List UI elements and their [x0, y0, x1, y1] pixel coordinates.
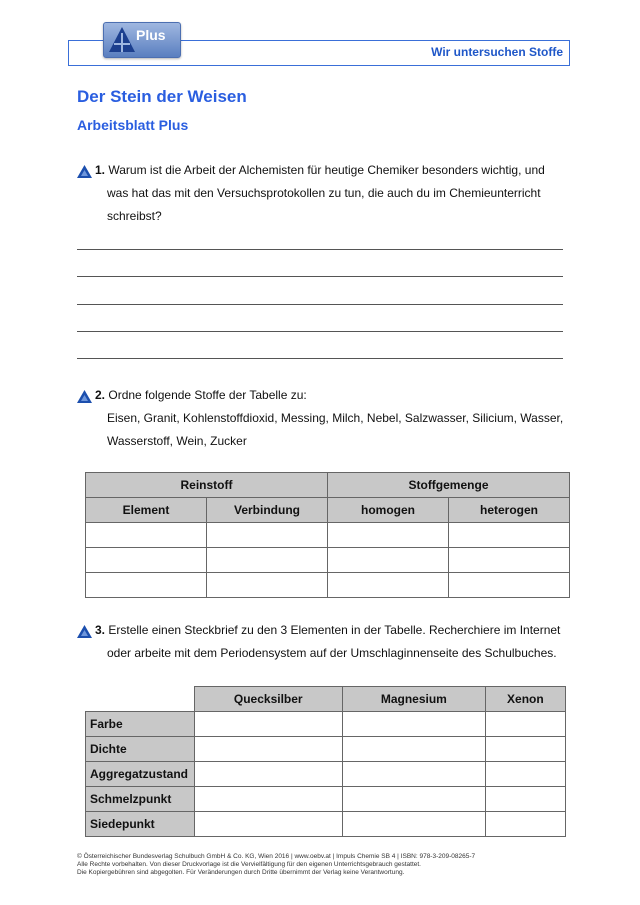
- group-header-reinstoff: Reinstoff: [86, 473, 328, 498]
- task-3: [95, 619, 565, 665]
- table-row: [86, 812, 566, 837]
- table-cell[interactable]: [485, 712, 565, 737]
- table-cell[interactable]: [328, 548, 449, 573]
- task-3-line-1: Erstelle einen Steckbrief zu den 3 Elementen in der Tabelle. Recherchiere im Internet: [108, 623, 561, 637]
- footer: [77, 853, 475, 877]
- column-header: homogen: [328, 498, 449, 523]
- page-title: Der Stein der Weisen: [77, 87, 247, 106]
- table-cell[interactable]: [86, 523, 207, 548]
- table-cell[interactable]: [194, 712, 342, 737]
- row-header: Farbe: [86, 712, 195, 737]
- answer-line[interactable]: [77, 331, 563, 332]
- classification-table: [85, 472, 570, 598]
- table-cell[interactable]: [485, 787, 565, 812]
- answer-line[interactable]: [77, 276, 563, 277]
- task-1-line-1: Warum ist die Arbeit der Alchemisten für heutige Chemiker besonders wichtig, und: [108, 163, 545, 177]
- table-cell[interactable]: [449, 548, 570, 573]
- table-cell[interactable]: [194, 737, 342, 762]
- triangle-logo-icon: [104, 23, 140, 57]
- footer-line-2: Alle Rechte vorbehalten. Von dieser Druckvorlage ist die Vervielfältigung für den eigenen Unterrichtsgebrauch gestattet.: [77, 861, 421, 868]
- page-subtitle: Arbeitsblatt Plus: [77, 117, 189, 133]
- column-header: heterogen: [449, 498, 570, 523]
- table-cell[interactable]: [449, 573, 570, 598]
- column-header: Quecksilber: [194, 687, 342, 712]
- row-header: Siedepunkt: [86, 812, 195, 837]
- table-row: [86, 548, 570, 573]
- footer-line-3: Die Kopiergebühren sind abgegolten. Für Veränderungen durch Dritte übernimmt der Verlag keine Verantwortung.: [77, 869, 405, 876]
- table-row: [86, 573, 570, 598]
- task-1: [95, 159, 565, 228]
- table-row: [86, 787, 566, 812]
- header-title: Wir untersuchen Stoffe: [431, 45, 563, 59]
- column-header: Magnesium: [342, 687, 485, 712]
- table-cell[interactable]: [342, 737, 485, 762]
- task-2-triangle-icon: [77, 390, 92, 403]
- table-cell[interactable]: [342, 762, 485, 787]
- table-cell[interactable]: [342, 712, 485, 737]
- table-cell[interactable]: [342, 812, 485, 837]
- table-corner: [86, 687, 195, 712]
- table-row: [86, 712, 566, 737]
- table-cell[interactable]: [207, 573, 328, 598]
- footer-line-1: © Österreichischer Bundesverlag Schulbuch GmbH & Co. KG, Wien 2016 | www.oebv.at | Impuls Chemie SB 4 | ISBN: 978-3-209-08265-7: [77, 853, 476, 860]
- table-row: [86, 762, 566, 787]
- answer-line[interactable]: [77, 249, 563, 250]
- column-header: Xenon: [485, 687, 565, 712]
- task-1-line-3: schreibst?: [107, 209, 162, 223]
- table-cell[interactable]: [86, 548, 207, 573]
- table-cell[interactable]: [485, 737, 565, 762]
- row-header: Dichte: [86, 737, 195, 762]
- task-2-line-3: Wasserstoff, Wein, Zucker: [107, 434, 247, 448]
- table-cell[interactable]: [194, 812, 342, 837]
- column-header: Element: [86, 498, 207, 523]
- logo-text: Plus: [136, 27, 166, 43]
- group-header-stoffgemenge: Stoffgemenge: [328, 473, 570, 498]
- table-cell[interactable]: [328, 523, 449, 548]
- answer-line[interactable]: [77, 358, 563, 359]
- table-cell[interactable]: [342, 787, 485, 812]
- column-header: Verbindung: [207, 498, 328, 523]
- task-1-number: 1.: [95, 163, 106, 177]
- task-3-triangle-icon: [77, 625, 92, 638]
- task-2-line-2: Eisen, Granit, Kohlenstoffdioxid, Messing, Milch, Nebel, Salzwasser, Silicium, Wasser,: [107, 411, 564, 425]
- table-cell[interactable]: [485, 762, 565, 787]
- task-1-triangle-icon: [77, 165, 92, 178]
- table-cell[interactable]: [194, 787, 342, 812]
- table-row: [86, 523, 570, 548]
- table-cell[interactable]: [194, 762, 342, 787]
- row-header: Aggregatzustand: [86, 762, 195, 787]
- table-cell[interactable]: [86, 573, 207, 598]
- table-row: [86, 737, 566, 762]
- task-3-line-2: oder arbeite mit dem Periodensystem auf der Umschlaginnenseite des Schulbuches.: [107, 646, 557, 660]
- task-2-number: 2.: [95, 388, 106, 402]
- task-1-line-2: was hat das mit den Versuchsprotokollen zu tun, die auch du im Chemieunterricht: [107, 186, 541, 200]
- answer-line[interactable]: [77, 304, 563, 305]
- table-cell[interactable]: [207, 548, 328, 573]
- task-2-line-1: Ordne folgende Stoffe der Tabelle zu:: [108, 388, 307, 402]
- element-profile-table: [85, 686, 566, 837]
- table-cell[interactable]: [207, 523, 328, 548]
- table-cell[interactable]: [485, 812, 565, 837]
- table-cell[interactable]: [328, 573, 449, 598]
- row-header: Schmelzpunkt: [86, 787, 195, 812]
- task-2: [95, 384, 565, 453]
- table-cell[interactable]: [449, 523, 570, 548]
- task-3-number: 3.: [95, 623, 106, 637]
